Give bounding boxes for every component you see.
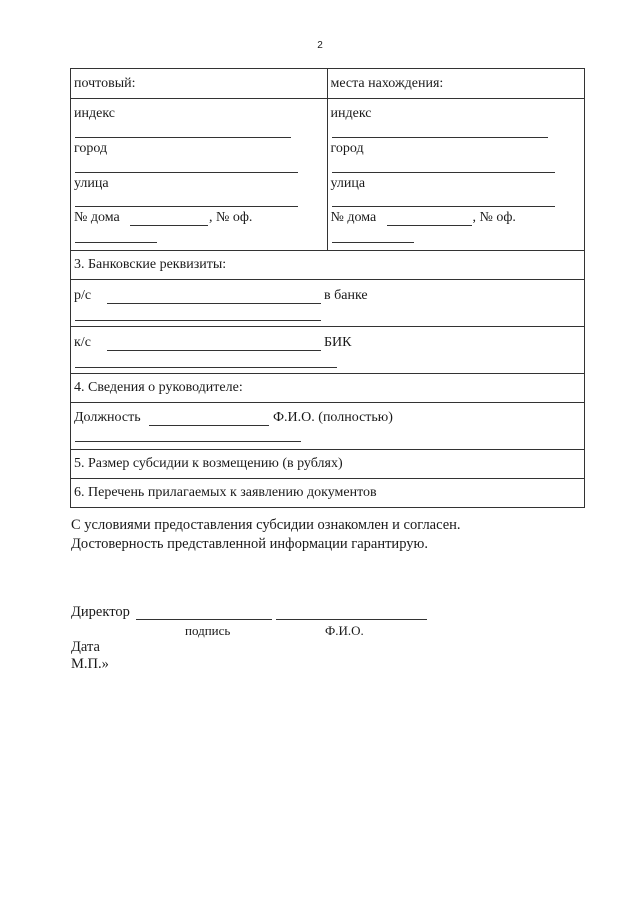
documents-row xyxy=(71,479,584,507)
postal-address-fields xyxy=(71,99,328,250)
corr-account-field[interactable] xyxy=(107,350,321,351)
agreement-line-2: Достоверность представленной информации гарантирую. xyxy=(71,536,428,552)
head-details-row xyxy=(71,403,584,450)
location-address-fields xyxy=(328,99,585,250)
bank-name-field[interactable] xyxy=(75,320,321,321)
location-index-label: индекс xyxy=(330,106,372,121)
postal-street-field[interactable] xyxy=(75,206,298,207)
location-office-label: , № оф. xyxy=(472,210,516,225)
location-house-label: № дома xyxy=(330,210,377,225)
corr-account-row xyxy=(71,327,584,374)
stamp-label: М.П.» xyxy=(71,656,109,672)
position-field[interactable] xyxy=(149,425,269,426)
location-index-field[interactable] xyxy=(332,137,548,138)
postal-office-label: , № оф. xyxy=(209,210,253,225)
bank-heading: 3. Банковские реквизиты: xyxy=(74,257,227,272)
position-label: Должность xyxy=(74,410,141,425)
postal-address-title: почтовый: xyxy=(74,76,136,91)
bank-account-row xyxy=(71,280,584,327)
postal-street-label: улица xyxy=(74,176,109,191)
address-body-row xyxy=(71,99,584,251)
signature-caption: подпись xyxy=(185,623,231,638)
page-number: 2 xyxy=(317,40,323,51)
account-label: р/с xyxy=(74,288,92,303)
address-header-row xyxy=(71,69,584,99)
location-office-field[interactable] xyxy=(332,242,414,243)
bank-name-label: в банке xyxy=(324,288,368,303)
subsidy-label: 5. Размер субсидии к возмещению (в рублях) xyxy=(74,456,343,471)
agreement-line-1: С условиями предоставления субсидии ознакомлен и согласен. xyxy=(71,517,461,533)
documents-label: 6. Перечень прилагаемых к заявлению документов xyxy=(74,485,377,500)
postal-index-field[interactable] xyxy=(75,137,291,138)
director-fio-field[interactable] xyxy=(276,619,427,620)
postal-city-field[interactable] xyxy=(75,172,298,173)
head-fio-label: Ф.И.О. (полностью) xyxy=(273,410,393,425)
location-city-field[interactable] xyxy=(332,172,555,173)
postal-house-label: № дома xyxy=(74,210,120,225)
corr-account-label: к/с xyxy=(74,335,91,350)
account-field[interactable] xyxy=(107,303,321,304)
location-city-label: город xyxy=(330,141,364,156)
subsidy-row xyxy=(71,450,584,479)
postal-city-label: город xyxy=(74,141,108,156)
director-label: Директор xyxy=(71,604,130,620)
location-street-label: улица xyxy=(330,176,366,191)
date-label: Дата xyxy=(71,639,100,655)
bank-heading-row xyxy=(71,251,584,280)
postal-house-field[interactable] xyxy=(130,225,208,226)
location-address-title: места нахождения: xyxy=(330,76,444,91)
location-house-field[interactable] xyxy=(387,225,472,226)
bik-label: БИК xyxy=(324,335,352,350)
location-address-header xyxy=(328,69,585,98)
head-fio-field[interactable] xyxy=(75,441,301,442)
location-street-field[interactable] xyxy=(332,206,555,207)
postal-office-field[interactable] xyxy=(75,242,157,243)
director-signature-field[interactable] xyxy=(136,619,272,620)
fio-caption: Ф.И.О. xyxy=(325,623,364,638)
bik-field[interactable] xyxy=(75,367,337,368)
postal-index-label: индекс xyxy=(74,106,115,121)
head-heading: 4. Сведения о руководителе: xyxy=(74,380,243,395)
application-form-table xyxy=(70,68,585,508)
head-heading-row xyxy=(71,374,584,403)
postal-address-header xyxy=(71,69,328,98)
